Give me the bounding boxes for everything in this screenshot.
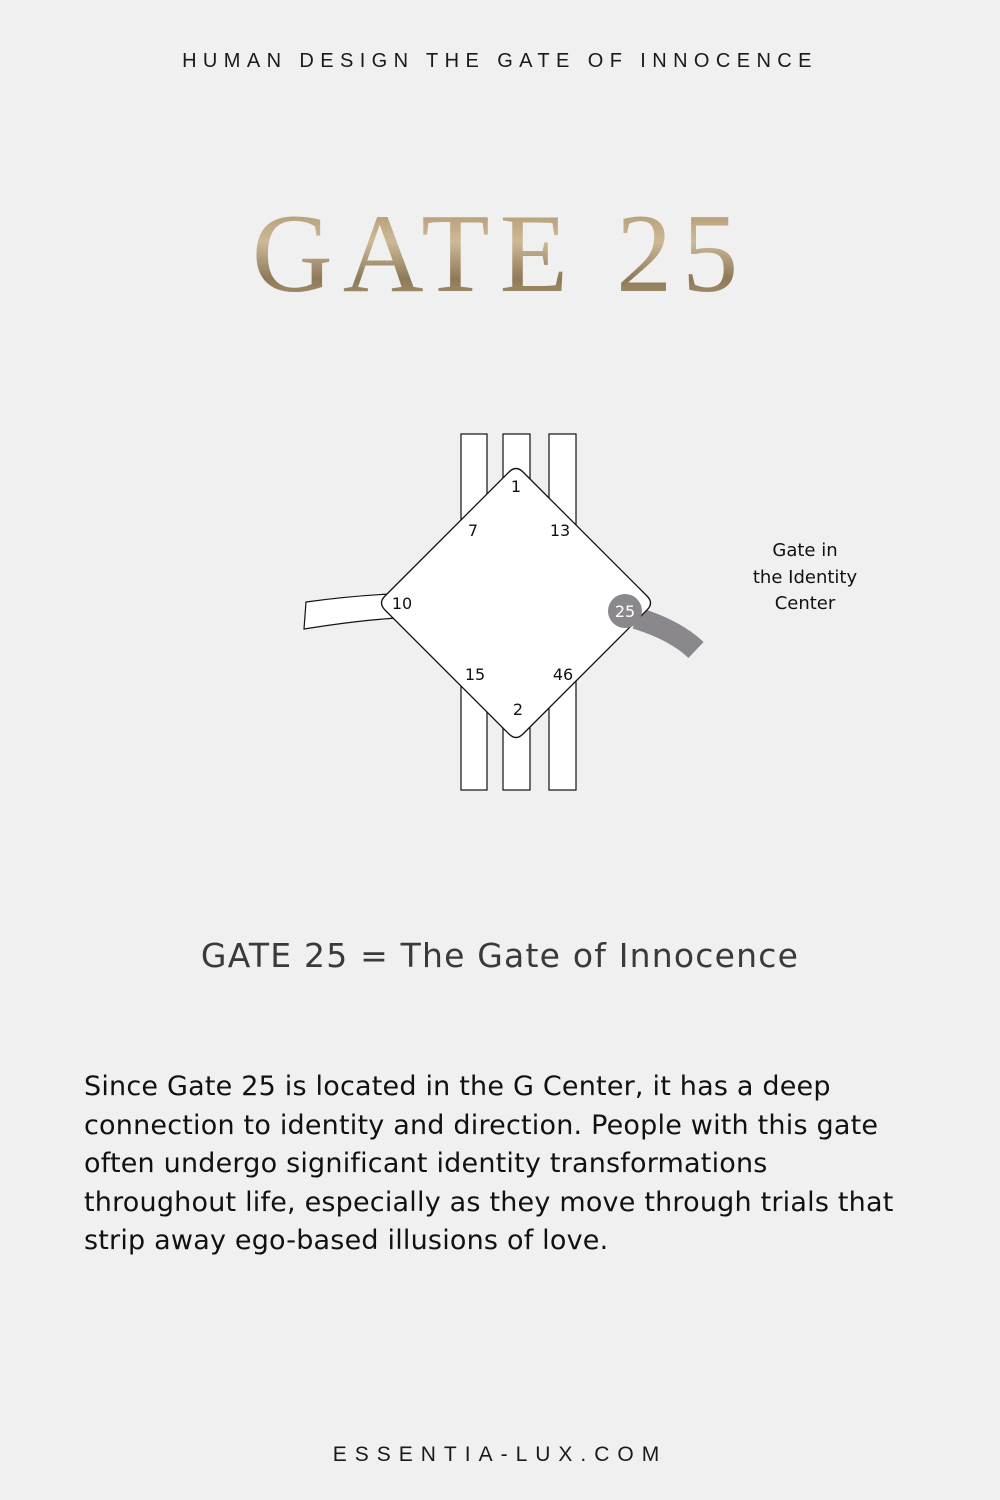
gate-subtitle: GATE 25 = The Gate of Innocence <box>200 936 800 975</box>
gate-label-7: 7 <box>467 521 479 540</box>
gate-title-text: GATE 25 <box>251 192 749 316</box>
page-kicker: HUMAN DESIGN THE GATE OF INNOCENCE <box>182 50 818 72</box>
channel-gate-25 <box>636 618 696 650</box>
gate-title <box>0 192 1000 316</box>
gate-label-13: 13 <box>549 521 571 540</box>
gate-description: Since Gate 25 is located in the G Center, it has a deep connection to identity and direction. People with this gate often undergo significant identity transformations throughout life, especially as they move through trials that strip away ego-based illusions of love. <box>84 1071 894 1256</box>
gate-label-25: 25 <box>614 602 636 621</box>
gate-label-10: 10 <box>391 594 413 613</box>
gate-annotation: Gate in the Identity Center <box>752 540 858 614</box>
gate-label-1: 1 <box>510 477 522 496</box>
gate-label-15: 15 <box>464 665 486 684</box>
gate-label-46: 46 <box>552 665 574 684</box>
footer-url[interactable]: ESSENTIA-LUX.COM <box>332 1443 668 1466</box>
gate-label-2: 2 <box>512 700 524 719</box>
